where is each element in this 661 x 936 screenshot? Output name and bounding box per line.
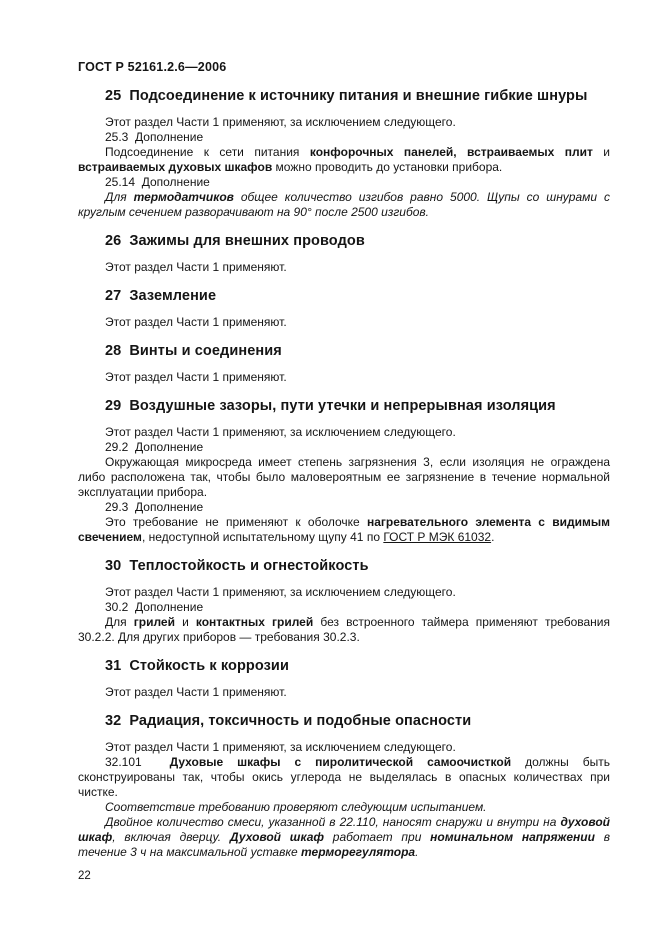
- text-run: и: [174, 615, 196, 629]
- text-run: 25.14 Дополнение: [105, 175, 210, 189]
- document-standard-header: ГОСТ Р 52161.2.6—2006: [78, 60, 227, 74]
- text-run: , недоступной испытательному щупу 41 по: [141, 530, 384, 544]
- section-number: 31: [105, 658, 122, 674]
- section-number: 28: [105, 343, 122, 359]
- section-title: Радиация, токсичность и подобные опасности: [129, 713, 472, 729]
- text-run: и: [592, 145, 610, 159]
- section-heading: [105, 398, 610, 414]
- section-heading: [105, 233, 610, 249]
- document-section: [78, 713, 610, 860]
- text-run: номинальном напряжении: [430, 830, 595, 844]
- text-run: без встроенного таймера применяют требования 30.2.2. Для других приборов — требования 30.2.3.: [78, 615, 611, 644]
- text-run: общее количество изгибов равно 5000. Щупы со шнурами с круглым сечением разворачивают на 90° после 2500 изгибов.: [78, 190, 610, 219]
- paragraph: [78, 815, 610, 860]
- text-run: Этот раздел Части 1 применяют, за исключением следующего.: [105, 740, 456, 754]
- text-run: .: [491, 530, 495, 544]
- paragraph: [78, 440, 610, 455]
- text-run: Двойное количество смеси, указанной в 22.110, наносят снаружи и внутри на: [105, 815, 561, 829]
- text-run: Для: [105, 615, 134, 629]
- text-run: Этот раздел Части 1 применяют.: [105, 685, 287, 699]
- sections-container: [78, 88, 610, 860]
- text-run: Этот раздел Части 1 применяют, за исключением следующего.: [105, 585, 456, 599]
- document-section: [78, 288, 610, 330]
- paragraph: [78, 740, 610, 755]
- section-number: 32: [105, 713, 122, 729]
- document-section: [78, 343, 610, 385]
- paragraph: [78, 190, 610, 220]
- text-run: , включая дверцу.: [112, 830, 230, 844]
- paragraph: [78, 425, 610, 440]
- section-heading: [105, 88, 610, 104]
- text-run: грилей: [133, 615, 175, 629]
- paragraph: [78, 615, 610, 645]
- section-number: 27: [105, 288, 122, 304]
- paragraph: [78, 315, 610, 330]
- paragraph: [78, 585, 610, 600]
- text-run: Этот раздел Части 1 применяют.: [105, 260, 287, 274]
- section-title: Заземление: [129, 288, 217, 304]
- section-heading: [105, 713, 610, 729]
- section-title: Винты и соединения: [129, 343, 282, 359]
- section-title: Теплостойкость и огнестойкость: [129, 558, 369, 574]
- text-run: Для: [105, 190, 134, 204]
- text-run: Этот раздел Части 1 применяют.: [105, 315, 287, 329]
- text-run: терморегулятора: [301, 845, 416, 859]
- section-heading: [105, 288, 610, 304]
- paragraph: [78, 685, 610, 700]
- paragraph: [78, 515, 610, 545]
- text-run: Окружающая микросреда имеет степень загрязнения 3, если изоляция не ограждена либо расположена так, чтобы было маловероятным ее загрязнение в течение нормальной эксплуатации прибора.: [78, 455, 610, 499]
- document-section: [78, 88, 610, 220]
- section-number: 29: [105, 398, 122, 414]
- text-run: 30.2 Дополнение: [105, 600, 204, 614]
- page-number: 22: [78, 870, 91, 882]
- text-run: контактных грилей: [195, 615, 314, 629]
- paragraph: [78, 260, 610, 275]
- document-section: [78, 558, 610, 645]
- text-run: работает при: [324, 830, 431, 844]
- text-run: Духовые шкафы с пиролитической самоочисткой: [169, 755, 512, 769]
- paragraph: [78, 130, 610, 145]
- text-run: 25.3 Дополнение: [105, 130, 204, 144]
- text-run: Этот раздел Части 1 применяют.: [105, 370, 287, 384]
- text-run: можно проводить до установки прибора.: [272, 160, 503, 174]
- section-title: Подсоединение к источнику питания и внешние гибкие шнуры: [129, 88, 588, 104]
- text-run: .: [415, 845, 419, 859]
- section-number: 30: [105, 558, 122, 574]
- cross-reference-link[interactable]: ГОСТ Р МЭК 61032: [383, 530, 492, 544]
- text-run: нагревательного элемента с видимым свечением: [78, 515, 610, 544]
- text-run: Духовой шкаф: [229, 830, 324, 844]
- text-run: 29.3 Дополнение: [105, 500, 204, 514]
- text-run: духовой шкаф: [78, 815, 610, 844]
- paragraph: [78, 115, 610, 130]
- text-run: термодатчиков: [133, 190, 234, 204]
- text-run: Подсоединение к сети питания: [105, 145, 310, 159]
- text-run: конфорочных панелей, встраиваемых плит: [309, 145, 593, 159]
- section-number: 25: [105, 88, 122, 104]
- document-section: [78, 398, 610, 545]
- text-run: Это требование не применяют к оболочке: [105, 515, 367, 529]
- paragraph: [78, 175, 610, 190]
- paragraph: [78, 800, 610, 815]
- text-run: Этот раздел Части 1 применяют, за исключением следующего.: [105, 115, 456, 129]
- text-run: встраиваемых духовых шкафов: [78, 160, 273, 174]
- section-title: Стойкость к коррозии: [129, 658, 289, 674]
- text-run: Этот раздел Части 1 применяют, за исключением следующего.: [105, 425, 456, 439]
- section-number: 26: [105, 233, 122, 249]
- text-run: 32.101: [105, 755, 170, 769]
- paragraph: [78, 600, 610, 615]
- section-heading: [105, 343, 610, 359]
- document-section: [78, 233, 610, 275]
- document-section: [78, 658, 610, 700]
- section-title: Воздушные зазоры, пути утечки и непрерывная изоляция: [129, 398, 556, 414]
- section-title: Зажимы для внешних проводов: [129, 233, 365, 249]
- paragraph: [78, 755, 610, 800]
- section-heading: [105, 658, 610, 674]
- paragraph: [78, 370, 610, 385]
- paragraph: [78, 145, 610, 175]
- paragraph: [78, 455, 610, 500]
- text-run: в течение 3 ч на максимальной уставке: [78, 830, 610, 859]
- text-run: 29.2 Дополнение: [105, 440, 204, 454]
- text-run: должны быть сконструированы так, чтобы окись углерода не выделялась в опасных количествах при чистке.: [78, 755, 611, 799]
- text-run: Соответствие требованию проверяют следующим испытанием.: [105, 800, 487, 814]
- section-heading: [105, 558, 610, 574]
- paragraph: [78, 500, 610, 515]
